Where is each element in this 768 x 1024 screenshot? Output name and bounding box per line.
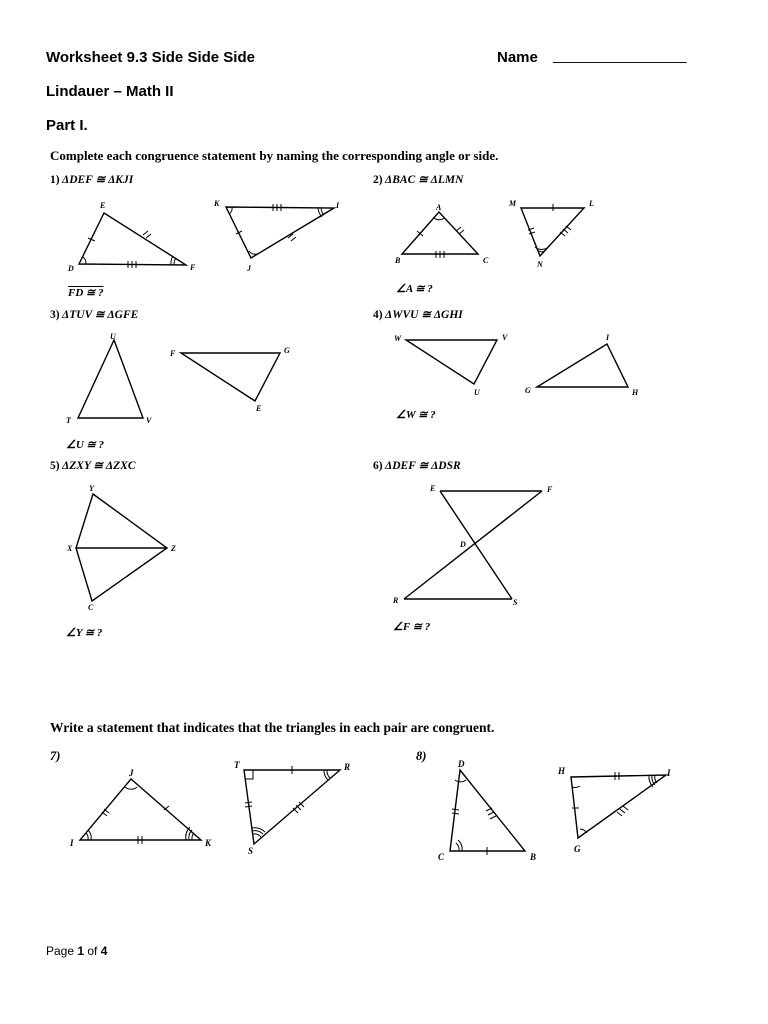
problem-8-number: 8) bbox=[416, 749, 427, 763]
vertex-label: C bbox=[88, 603, 94, 612]
problem-4-triangle-wvu bbox=[406, 340, 497, 384]
vertex-label: H bbox=[558, 766, 566, 776]
vertex-label: I bbox=[667, 768, 671, 778]
vertex-label: D bbox=[458, 759, 465, 769]
problem-2-triangle-lmn bbox=[521, 204, 584, 256]
vertex-label: F bbox=[547, 485, 553, 494]
problem-8-triangle-hig bbox=[571, 772, 666, 838]
name-label: Name bbox=[497, 49, 538, 66]
worksheet-title: Worksheet 9.3 Side Side Side bbox=[46, 49, 255, 66]
problem-8-triangle-dcb bbox=[450, 770, 525, 855]
problem-7-triangle-trs bbox=[244, 766, 340, 844]
vertex-label: C bbox=[438, 852, 445, 862]
vertex-label: V bbox=[146, 416, 152, 425]
vertex-label: F bbox=[190, 263, 196, 272]
vertex-label: N bbox=[537, 260, 543, 269]
vertex-label: E bbox=[430, 484, 436, 493]
part1-instruction: Complete each congruence statement by naming the corresponding angle or side. bbox=[50, 148, 499, 163]
vertex-label: H bbox=[632, 388, 639, 397]
vertex-label: I bbox=[336, 201, 340, 210]
vertex-label: S bbox=[513, 598, 518, 607]
problem-7-number: 7) bbox=[50, 749, 61, 763]
vertex-label: U bbox=[474, 388, 480, 397]
problem-2-question: ∠A ≅ ? bbox=[396, 283, 433, 295]
vertex-label: K bbox=[205, 838, 212, 848]
problem-1-triangle-kji bbox=[226, 204, 334, 258]
vertex-label: G bbox=[574, 844, 581, 854]
vertex-label: X bbox=[67, 544, 73, 553]
problem-3-question: ∠U ≅ ? bbox=[66, 439, 105, 451]
vertex-label: D bbox=[460, 540, 466, 549]
vertex-label: J bbox=[247, 264, 251, 273]
problem-6-question: ∠F ≅ ? bbox=[393, 621, 431, 633]
problem-3-statement: 3) ΔTUV ≅ ΔGFE bbox=[50, 309, 139, 321]
vertex-label: D bbox=[68, 264, 74, 273]
vertex-label: S bbox=[248, 846, 254, 856]
vertex-label: B bbox=[395, 256, 401, 265]
problem-6-statement: 6) ΔDEF ≅ ΔDSR bbox=[373, 460, 461, 472]
problem-1-question: FD ≅ ? bbox=[68, 287, 104, 299]
vertex-label: B bbox=[530, 852, 537, 862]
vertex-label: U bbox=[110, 332, 116, 341]
problem-2-triangle-bac bbox=[402, 212, 478, 258]
vertex-label: T bbox=[66, 416, 71, 425]
vertex-label: R bbox=[344, 762, 351, 772]
vertex-label: W bbox=[394, 334, 402, 343]
vertex-label: F bbox=[170, 349, 176, 358]
vertex-label: T bbox=[234, 760, 240, 770]
vertex-label: J bbox=[129, 768, 134, 778]
vertex-label: E bbox=[256, 404, 262, 413]
problem-2-statement: 2) ΔBAC ≅ ΔLMN bbox=[373, 174, 464, 186]
part-heading: Part I. bbox=[46, 117, 88, 134]
problem-7-triangle-jik bbox=[80, 779, 201, 844]
vertex-label: R bbox=[393, 596, 399, 605]
course-subtitle: Lindauer – Math II bbox=[46, 83, 174, 100]
vertex-label: Y bbox=[89, 484, 94, 493]
vertex-label: Z bbox=[171, 544, 176, 553]
problem-4-triangle-ghi bbox=[537, 344, 628, 387]
problem-4-question: ∠W ≅ ? bbox=[396, 409, 436, 421]
problem-6-bowtie bbox=[404, 491, 542, 599]
name-blank[interactable]: ________________ bbox=[553, 47, 687, 64]
problem-5-statement: 5) ΔZXY ≅ ΔZXC bbox=[50, 460, 136, 472]
problem-4-statement: 4) ΔWVU ≅ ΔGHI bbox=[373, 309, 463, 321]
vertex-label: C bbox=[483, 256, 489, 265]
vertex-label: A bbox=[436, 203, 442, 212]
vertex-label: E bbox=[100, 201, 106, 210]
vertex-label: G bbox=[284, 346, 290, 355]
problem-3-triangle-gfe bbox=[181, 353, 280, 401]
vertex-label: M bbox=[509, 199, 517, 208]
vertex-label: I bbox=[606, 333, 610, 342]
vertex-label: L bbox=[589, 199, 594, 208]
vertex-label: V bbox=[502, 333, 508, 342]
problem-3-triangle-tuv bbox=[78, 340, 143, 418]
vertex-label: I bbox=[70, 838, 74, 848]
problem-1-statement: 1) ΔDEF ≅ ΔKJI bbox=[50, 174, 134, 186]
page-footer: Page 1 of 4 bbox=[46, 944, 108, 958]
problem-1-triangle-def bbox=[79, 213, 186, 268]
vertex-label: G bbox=[525, 386, 531, 395]
problem-5-question: ∠Y ≅ ? bbox=[66, 627, 103, 639]
problem-5-kite bbox=[76, 494, 167, 601]
part2-instruction: Write a statement that indicates that the triangles in each pair are congruent. bbox=[50, 720, 495, 735]
vertex-label: K bbox=[214, 199, 220, 208]
